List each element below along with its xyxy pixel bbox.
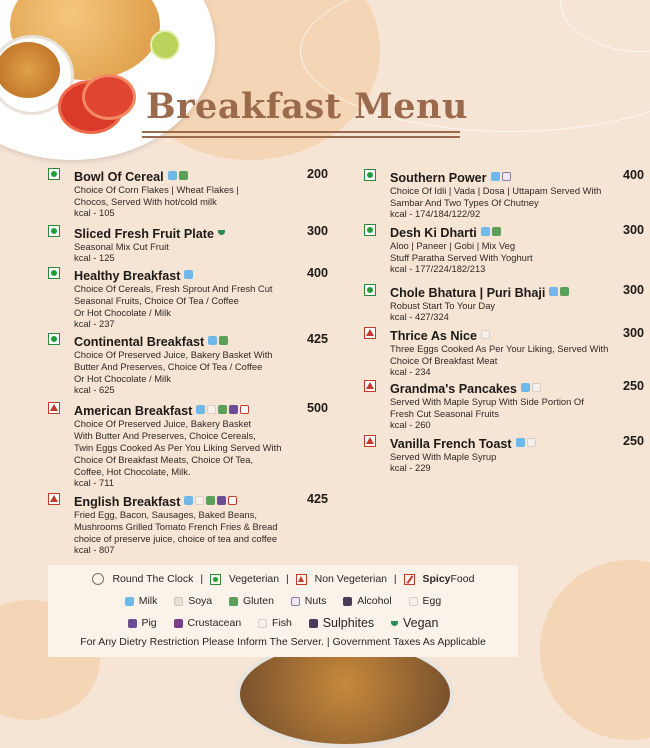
menu-item-kcal: kcal - 174/184/122/92 [390, 208, 481, 220]
alcohol-icon [343, 597, 352, 606]
menu-item [74, 492, 328, 555]
menu-item-price: 400 [622, 168, 644, 182]
menu-item [390, 283, 644, 322]
veg-icon [48, 267, 60, 279]
milk-icon [184, 270, 193, 279]
crustacean-icon [174, 619, 183, 628]
nuts-icon [502, 172, 511, 181]
non-veg-icon [48, 402, 60, 414]
menu-item-name: Vanilla French Toast [390, 437, 512, 451]
menu-title: Breakfast Menu [146, 86, 468, 127]
legend-separator: | [393, 573, 397, 586]
menu-item [390, 434, 644, 473]
pig-icon [229, 405, 238, 414]
menu-item-description: Served With Maple Syrup With Side Portion Of [390, 396, 584, 407]
menu-item-price: 250 [622, 379, 644, 393]
milk-icon [184, 496, 193, 505]
menu-item-name: Sliced Fresh Fruit Plate [74, 227, 214, 241]
menu-item-description: Choice Of Preserved Juice, Bakery Basket [74, 418, 252, 429]
menu-item-description: Three Eggs Cooked As Per Your Liking, Served With [390, 343, 609, 354]
veg-icon [364, 169, 376, 181]
allergen-icons [184, 492, 239, 510]
legend-footer-note: For Any Dietry Restriction Please Inform The Server. | Government Taxes As Applicable [80, 636, 486, 649]
menu-item-description: Aloo | Paneer | Gobi | Mix Veg [390, 240, 516, 251]
gluten-icon [229, 597, 238, 606]
menu-item-price: 300 [622, 326, 644, 340]
gluten-icon [560, 287, 569, 296]
veg-icon [48, 225, 60, 237]
legend-vegan: Vegan [403, 616, 439, 630]
legend-separator: | [286, 573, 289, 586]
menu-item-description: Robust Start To Your Day [390, 300, 496, 311]
legend-round-the-clock: Round The Clock [112, 573, 194, 586]
legend-crustacean: Crustacean [187, 617, 242, 629]
sulphites-icon [309, 619, 318, 628]
egg-icon [409, 597, 418, 606]
gluten-icon [206, 496, 215, 505]
gluten-icon [179, 171, 188, 180]
menu-item-description: Twin Eggs Cooked As Per You Liking Served With [74, 442, 282, 454]
menu-item-price: 200 [306, 167, 328, 181]
allergen-icons [196, 401, 251, 419]
menu-item-price: 500 [306, 401, 328, 415]
egg-icon [481, 330, 490, 339]
menu-item-description: With Butter And Preserves, Choice Cereals, [74, 430, 256, 442]
menu-item-description: Sambar And Two Types Of Chutney [390, 197, 539, 209]
menu-item-price: 300 [622, 223, 644, 237]
menu-item-kcal: kcal - 427/324 [390, 311, 449, 323]
menu-item-description: Choice Of Idli | Vada | Dosa | Uttapam Served With [390, 185, 602, 196]
menu-item-price: 300 [306, 224, 328, 238]
allergen-icons [208, 332, 230, 350]
non-veg-icon [48, 493, 60, 505]
menu-item-name: American Breakfast [74, 404, 193, 418]
milk-icon [208, 336, 217, 345]
menu-item-kcal: kcal - 260 [390, 419, 431, 431]
milk-icon [521, 383, 530, 392]
milk-icon [491, 172, 500, 181]
menu-item-description: Served With Maple Syrup [390, 451, 497, 462]
menu-item [74, 266, 328, 329]
veg-icon [364, 284, 376, 296]
allergen-icons [168, 167, 190, 185]
menu-item [390, 168, 644, 219]
menu-item-name: English Breakfast [74, 495, 181, 509]
legend-food: Food [450, 573, 475, 586]
egg-icon [207, 405, 216, 414]
menu-item-description: choice of preserve juice, choice of tea and coffee [74, 533, 278, 545]
menu-item-description: Choice Of Preserved Juice, Bakery Basket With [74, 349, 273, 360]
menu-item-kcal: kcal - 125 [74, 252, 115, 264]
menu-item-name: Bowl Of Cereal [74, 170, 164, 184]
legend-milk: Milk [138, 595, 158, 608]
legend-non-vegetarian: Non Vegeterian [314, 573, 387, 586]
vegan-icon [391, 621, 398, 626]
menu-item-kcal: kcal - 105 [74, 207, 115, 219]
allergen-icons [491, 168, 513, 186]
legend-alcohol: Alcohol [357, 595, 392, 608]
legend-separator: | [200, 573, 204, 586]
veg-icon [48, 168, 60, 180]
nuts-icon [291, 597, 300, 606]
clock-icon [92, 573, 104, 585]
egg-icon [195, 496, 204, 505]
title-underline [142, 131, 460, 133]
menu-item-name: Southern Power [390, 171, 487, 185]
menu-item-name: Desh Ki Dharti [390, 226, 477, 240]
vegan-icon [218, 230, 225, 235]
menu-item-description: Choice Of Breakfast Meat [390, 355, 498, 367]
menu-item-name: Continental Breakfast [74, 335, 205, 349]
menu-item-name: Healthy Breakfast [74, 269, 181, 283]
milk-icon [168, 171, 177, 180]
milk-icon [196, 405, 205, 414]
menu-item [390, 326, 644, 377]
menu-item-kcal: kcal - 177/224/182/213 [390, 263, 486, 275]
menu-item-name: Chole Bhatura | Puri Bhaji [390, 286, 546, 300]
menu-item-price: 425 [306, 332, 328, 346]
allergen-icons [516, 434, 538, 452]
legend-vegetarian: Vegeterian [228, 573, 280, 586]
allergen-icons [184, 266, 195, 284]
veg-icon [364, 224, 376, 236]
allergen-icons [549, 283, 571, 301]
egg-icon [527, 438, 536, 447]
menu-item [74, 332, 328, 395]
milk-icon [481, 227, 490, 236]
menu-item-description: Choice Of Corn Flakes | Wheat Flakes | [74, 184, 239, 195]
veg-icon [210, 574, 221, 585]
soya-icon [174, 597, 183, 606]
allergen-icons [481, 326, 492, 344]
spicy-icon [228, 496, 237, 505]
legend-spicy: Spicy [422, 573, 451, 586]
menu-item [74, 224, 328, 263]
allergen-icons [481, 223, 503, 241]
menu-item-kcal: kcal - 229 [390, 462, 431, 474]
legend-fish: Fish [272, 617, 292, 629]
spicy-icon [404, 574, 415, 585]
menu-item-price: 300 [622, 283, 644, 297]
menu-item-description: Chocos, Served With hot/cold milk [74, 196, 217, 208]
pig-icon [128, 619, 137, 628]
menu-item-kcal: kcal - 711 [74, 477, 114, 489]
menu-item-description: Choice Of Cereals, Fresh Sprout And Fresh Cut [74, 283, 273, 294]
allergen-icons [521, 379, 543, 397]
legend-nuts: Nuts [304, 595, 327, 608]
menu-item-description: Fried Egg, Bacon, Sausages, Baked Beans, [74, 509, 257, 520]
background-shape [540, 560, 650, 740]
allergen-icons [218, 224, 227, 242]
spicy-icon [240, 405, 249, 414]
menu-item-price: 250 [622, 434, 644, 448]
menu-item-kcal: kcal - 237 [74, 318, 115, 330]
menu-item-description: Mushrooms Grilled Tomato French Fries & Bread [74, 521, 278, 533]
menu-item-description: Fresh Cut Seasonal Fruits [390, 408, 499, 420]
menu-item-kcal: kcal - 234 [390, 366, 431, 378]
milk-icon [549, 287, 558, 296]
menu-item-kcal: kcal - 807 [74, 544, 115, 556]
legend-egg: Egg [422, 595, 442, 608]
menu-item-description: Choice Of Breakfast Meats, Choice Of Tea, [74, 454, 254, 466]
non-veg-icon [296, 574, 307, 585]
fish-icon [258, 619, 267, 628]
milk-icon [125, 597, 134, 606]
non-veg-icon [364, 435, 376, 447]
menu-item-description: Or Hot Chocolate / Milk [74, 307, 171, 319]
menu-item-name: Thrice As Nice [390, 329, 478, 343]
menu-item-description: Butter And Preserves, Choice Of Tea / Coffee [74, 361, 263, 373]
gluten-icon [492, 227, 501, 236]
legend-sulphites: Sulphites [322, 616, 375, 630]
menu-item-description: Seasonal Mix Cut Fruit [74, 241, 169, 252]
non-veg-icon [364, 327, 376, 339]
legend-pig: Pig [141, 617, 157, 629]
menu-item [390, 379, 644, 430]
legend-soya: Soya [188, 595, 213, 608]
legend-box [48, 565, 518, 657]
non-veg-icon [364, 380, 376, 392]
menu-item [74, 401, 328, 489]
milk-icon [516, 438, 525, 447]
pig-icon [217, 496, 226, 505]
menu-item-description: Seasonal Fruits, Choice Of Tea / Coffee [74, 295, 239, 307]
menu-item [74, 167, 328, 218]
egg-icon [532, 383, 541, 392]
menu-item-kcal: kcal - 625 [74, 384, 115, 396]
gluten-icon [219, 336, 228, 345]
menu-item-name: Grandma's Pancakes [390, 382, 517, 396]
gluten-icon [218, 405, 227, 414]
menu-item-price: 400 [306, 266, 328, 280]
menu-item-price: 425 [306, 492, 328, 506]
veg-icon [48, 333, 60, 345]
menu-item-description: Coffee, Hot Chocolate, Milk. [74, 466, 191, 478]
title-underline [142, 136, 460, 138]
menu-item [390, 223, 644, 274]
legend-gluten: Gluten [243, 595, 274, 608]
menu-item-description: Stuff Paratha Served With Yoghurt [390, 252, 533, 264]
menu-item-description: Or Hot Chocolate / Milk [74, 373, 171, 385]
